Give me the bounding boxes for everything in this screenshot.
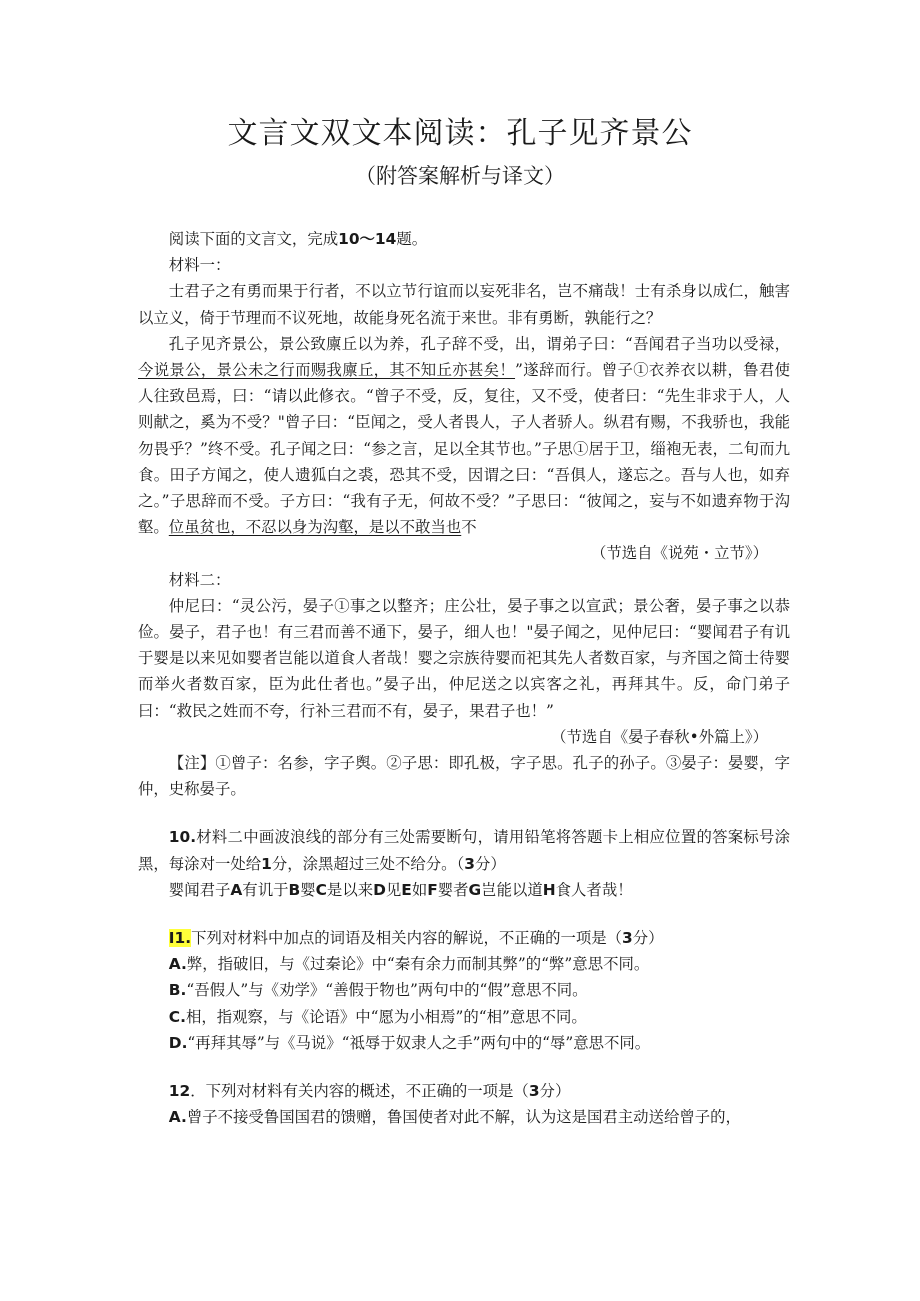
q12-text: ．下列对材料有关内容的概述，不正确的一项是（: [190, 1082, 529, 1101]
material2-label: 材料二：: [168, 570, 231, 589]
q12-option-a: [138, 1104, 790, 1130]
q10-number: 10.: [168, 828, 197, 847]
option-key: A.: [168, 955, 187, 974]
option-key: D.: [168, 1033, 188, 1052]
q12-text3: 分）: [539, 1082, 571, 1101]
material1-label: 材料一：: [168, 256, 231, 275]
option-text: 相，指观察，与《论语》中“愿为小相焉”的“相”意思不同。: [185, 1007, 587, 1026]
option-text: “吾假人”与《劝学》“善假于物也”两句中的“假”意思不同。: [186, 981, 588, 1000]
q10-mark: A: [230, 880, 243, 899]
material1-source: （节选自《说苑・立节》）: [591, 544, 768, 563]
q12-number: 12: [168, 1082, 191, 1101]
instruction-suffix: 题。: [396, 230, 428, 248]
q10-seg: 婴: [300, 880, 316, 899]
q10-seg: 婴闻君子: [168, 880, 231, 899]
q10-mark: F: [427, 880, 438, 899]
q10-seg: 有讥于: [242, 880, 289, 899]
option-key: C.: [168, 1007, 186, 1026]
q11-option-a: [138, 951, 790, 977]
q10-mark: D: [373, 880, 386, 899]
page-title: 文言文双文本阅读：孔子见齐景公: [227, 116, 693, 151]
q11-option-d: [138, 1030, 790, 1056]
instruction-prefix: 阅读下面的文言文，完成: [168, 230, 339, 248]
q10-seg: 见: [385, 880, 402, 899]
annotation-note: 【注】①曾子：名参，字子舆。②子思：即孔极，字子思。孔子的孙子。③晏子：晏婴，字仲，史称晏子。: [138, 754, 790, 799]
q11-number-highlighted: I1.: [168, 929, 192, 948]
q10-sentence: [138, 877, 790, 903]
material1-paragraph1: 士君子之有勇而果于行者，不以立节行谊而以妄死非名，岂不痛哉！士有杀身以成仁，触害以立义，倚于节理而不议死地，故能身死名流于来世。非有勇断，孰能行之？: [138, 282, 790, 327]
q10-seg: 是以来: [326, 880, 374, 899]
q10-points: 3: [464, 854, 475, 873]
material2-paragraph1: 仲尼曰：“灵公污，晏子①事之以整齐；庄公壮，晏子事之以宣武；景公奢，晏子事之以恭俭。晏子，君子也！有三君而善不通下，晏子，细人也！"晏子闻之，见仲尼曰：“婴闻君子有讥于婴是以来见如婴者岂能以道食人者哉！婴之宗族待婴而祀其先人者数百家，与齐国之简士待婴而举火者数百家，臣为此仕者也。”晏子出，仲尼送之以宾客之礼，再拜其牛。反，命门弟子曰：“救民之姓而不夸，行补三君而不有，晏子，果君子也！”: [138, 596, 790, 720]
q11-option-b: [138, 977, 790, 1003]
option-text: “再拜其辱”与《马说》“祗辱于奴隶人之手”两句中的“辱”意思不同。: [187, 1033, 651, 1052]
q10-point-per: 1: [261, 854, 272, 873]
q11-points: 3: [622, 929, 633, 948]
question-range: 10〜14: [338, 230, 397, 248]
question-11: [138, 925, 790, 951]
q10-mark: E: [401, 880, 412, 899]
q12-points: 3: [528, 1082, 540, 1101]
underlined-sentence-1: 今说景公，景公未之行而赐我廪丘，其不知丘亦甚矣！: [138, 361, 516, 380]
material1-text-b: ”遂辞而行。曾子①衣养衣以耕，鲁君使人往致邑焉，曰：“请以此修衣。“曾子不受，反，复往，又不受，使者曰：“先生非求于人，人则献之，奚为不受？"曾子曰：“臣闻之，受人者畏人，子人者骄人。纵君有赐，不我骄也，我能勿畏乎？”终不受。孔子闻之曰：“参之言，足以全其节也。”子思①居于卫，缁袍无表，二旬而九食。田子方闻之，使人遗狐白之裘，恐其不受，因谓之曰：“吾俱人，遂忘之。吾与人也，如弃之。”子思辞而不受。子方曰：“我有子无，何故不受？”子思曰：“彼闻之，妄与不如遗弃物于沟壑。: [138, 361, 790, 537]
material2-source: （节选自《晏子春秋•外篇上》）: [551, 727, 768, 746]
q10-mark: C: [315, 880, 327, 899]
q10-seg: 婴者: [437, 880, 469, 899]
q10-mark: H: [542, 880, 556, 899]
q10-mark: G: [468, 880, 482, 899]
q10-seg: 食人者哉！: [555, 880, 633, 899]
page-subtitle: （附答案解析与译文）: [355, 164, 565, 188]
instruction: [138, 226, 790, 252]
q11-text3: 分）: [632, 929, 664, 948]
option-text: 弊，指破旧，与《过秦论》中“秦有余力而制其弊”的“弊”意思不同。: [186, 955, 650, 974]
q10-text2: 分，涂黑超过三处不给分。（: [271, 854, 465, 873]
material1-paragraph2: [138, 331, 790, 541]
q11-option-c: [138, 1004, 790, 1030]
q10-mark: B: [288, 880, 301, 899]
underlined-sentence-2: 位虽贫也，不忍以身为沟壑，是以不敢当也: [168, 518, 462, 537]
material1-text-a: 孔子见齐景公，景公致廪丘以为养，孔子辞不受，出，谓弟子曰：“吾闻君子当功以受禄，: [168, 334, 790, 353]
option-text: 曾子不接受鲁国国君的馈赠，鲁国使者对此不解，认为这是国君主动送给曾子的，: [186, 1108, 741, 1127]
question-10: [138, 824, 790, 876]
material1-text-c: 不: [461, 518, 477, 537]
q10-text3: 分）: [474, 854, 506, 873]
question-12: [138, 1078, 790, 1104]
option-key: A.: [168, 1108, 187, 1127]
q10-seg: 如: [411, 880, 428, 899]
option-key: B.: [168, 981, 187, 1000]
q10-text: 材料二中画波浪线的部分有三处需要断句，请用铅笔将答题卡上相应位置的答案标号涂黑，每涂对一处给: [138, 828, 790, 873]
document-body: [138, 226, 790, 1131]
q10-seg: 岂能以道: [481, 880, 543, 899]
q11-text: 下列对材料中加点的词语及相关内容的解说，不正确的一项是（: [191, 929, 623, 948]
